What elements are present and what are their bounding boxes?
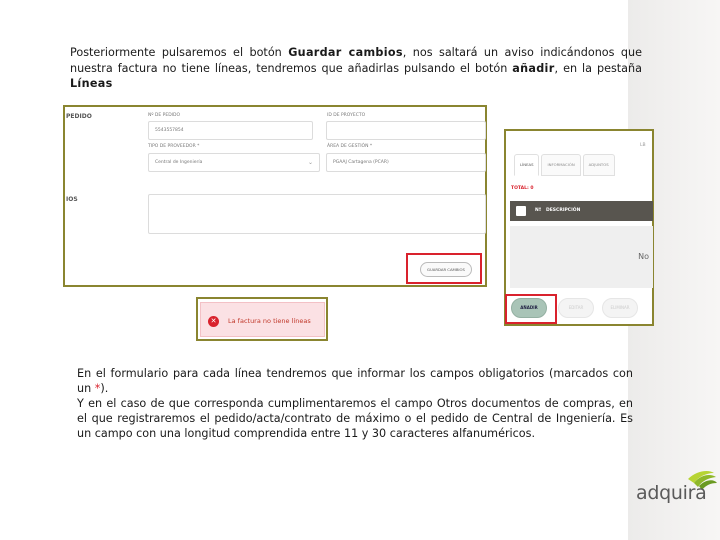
no-lines-alert: [200, 302, 325, 337]
lines-tabs: [514, 154, 617, 176]
chevron-down-icon: ⌄: [307, 159, 313, 166]
tipo-proveedor-select[interactable]: Central de Ingeniería ⌄: [148, 153, 320, 172]
x-circle-icon: ✕: [208, 316, 219, 327]
body-text: [77, 366, 633, 441]
proyecto-input[interactable]: [326, 121, 486, 140]
panel-top-label: LB: [640, 143, 646, 148]
tipo-proveedor-label: TIPO DE PROVEEDOR *: [148, 144, 200, 149]
select-all-checkbox[interactable]: [516, 206, 526, 216]
notes-textarea[interactable]: [148, 194, 486, 234]
save-button-highlight: [406, 253, 482, 284]
pedido-label: Nº DE PEDIDO: [148, 113, 181, 118]
proyecto-label: ID DE PROYECTO: [327, 113, 366, 118]
delete-line-button[interactable]: ELIMINAR: [602, 298, 638, 318]
edit-line-button[interactable]: EDITAR: [558, 298, 594, 318]
lines-table-body: [510, 226, 653, 288]
lines-total: TOTAL: 0: [511, 186, 534, 191]
column-description: DESCRIPCIÓN: [546, 208, 581, 213]
add-button-highlight: [505, 294, 557, 324]
logo-text: adquira: [636, 482, 707, 504]
area-gestion-label: ÁREA DE GESTIÓN *: [327, 144, 373, 149]
save-changes-button[interactable]: GUARDAR CAMBIOS: [420, 262, 472, 277]
intro-paragraph: Posteriormente pulsaremos el botón Guardar cambios, nos saltará un aviso indicándonos que nuestra factura no tiene líneas, tendremos que añadirlas pulsando el botón añadir, en la pestaña Líneas: [70, 46, 642, 90]
lines-table-header: [510, 201, 653, 221]
tab-lineas[interactable]: LÍNEAS: [514, 154, 539, 176]
tab-informacion[interactable]: INFORMACIÓN: [541, 154, 580, 176]
empty-table-text: No: [638, 252, 649, 261]
pedido-input[interactable]: 5543557854: [148, 121, 313, 140]
body-paragraph-1: En el formulario para cada línea tendremos que informar los campos obligatorios (marcados con un *).: [77, 367, 633, 396]
tab-adjuntos[interactable]: ADJUNTOS: [583, 154, 615, 176]
section-ios-label: IOS: [66, 196, 78, 203]
area-gestion-select[interactable]: PGAAJ Cartagena (PCAR): [326, 153, 486, 172]
column-number: Nº: [535, 208, 542, 213]
body-paragraph-2: Y en el caso de que corresponda cumplimentaremos el campo Otros documentos de compras, en el que registraremos el pedido/acta/contrato de máximo o el pedido de Central de Ingeniería. Es un campo con una longitud comprendida entre 11 y 30 caracteres alfanuméricos.: [77, 397, 633, 441]
add-line-button[interactable]: AÑADIR: [511, 298, 547, 318]
section-pedido-label: PEDIDO: [66, 113, 92, 120]
alert-text: La factura no tiene líneas: [228, 317, 311, 325]
